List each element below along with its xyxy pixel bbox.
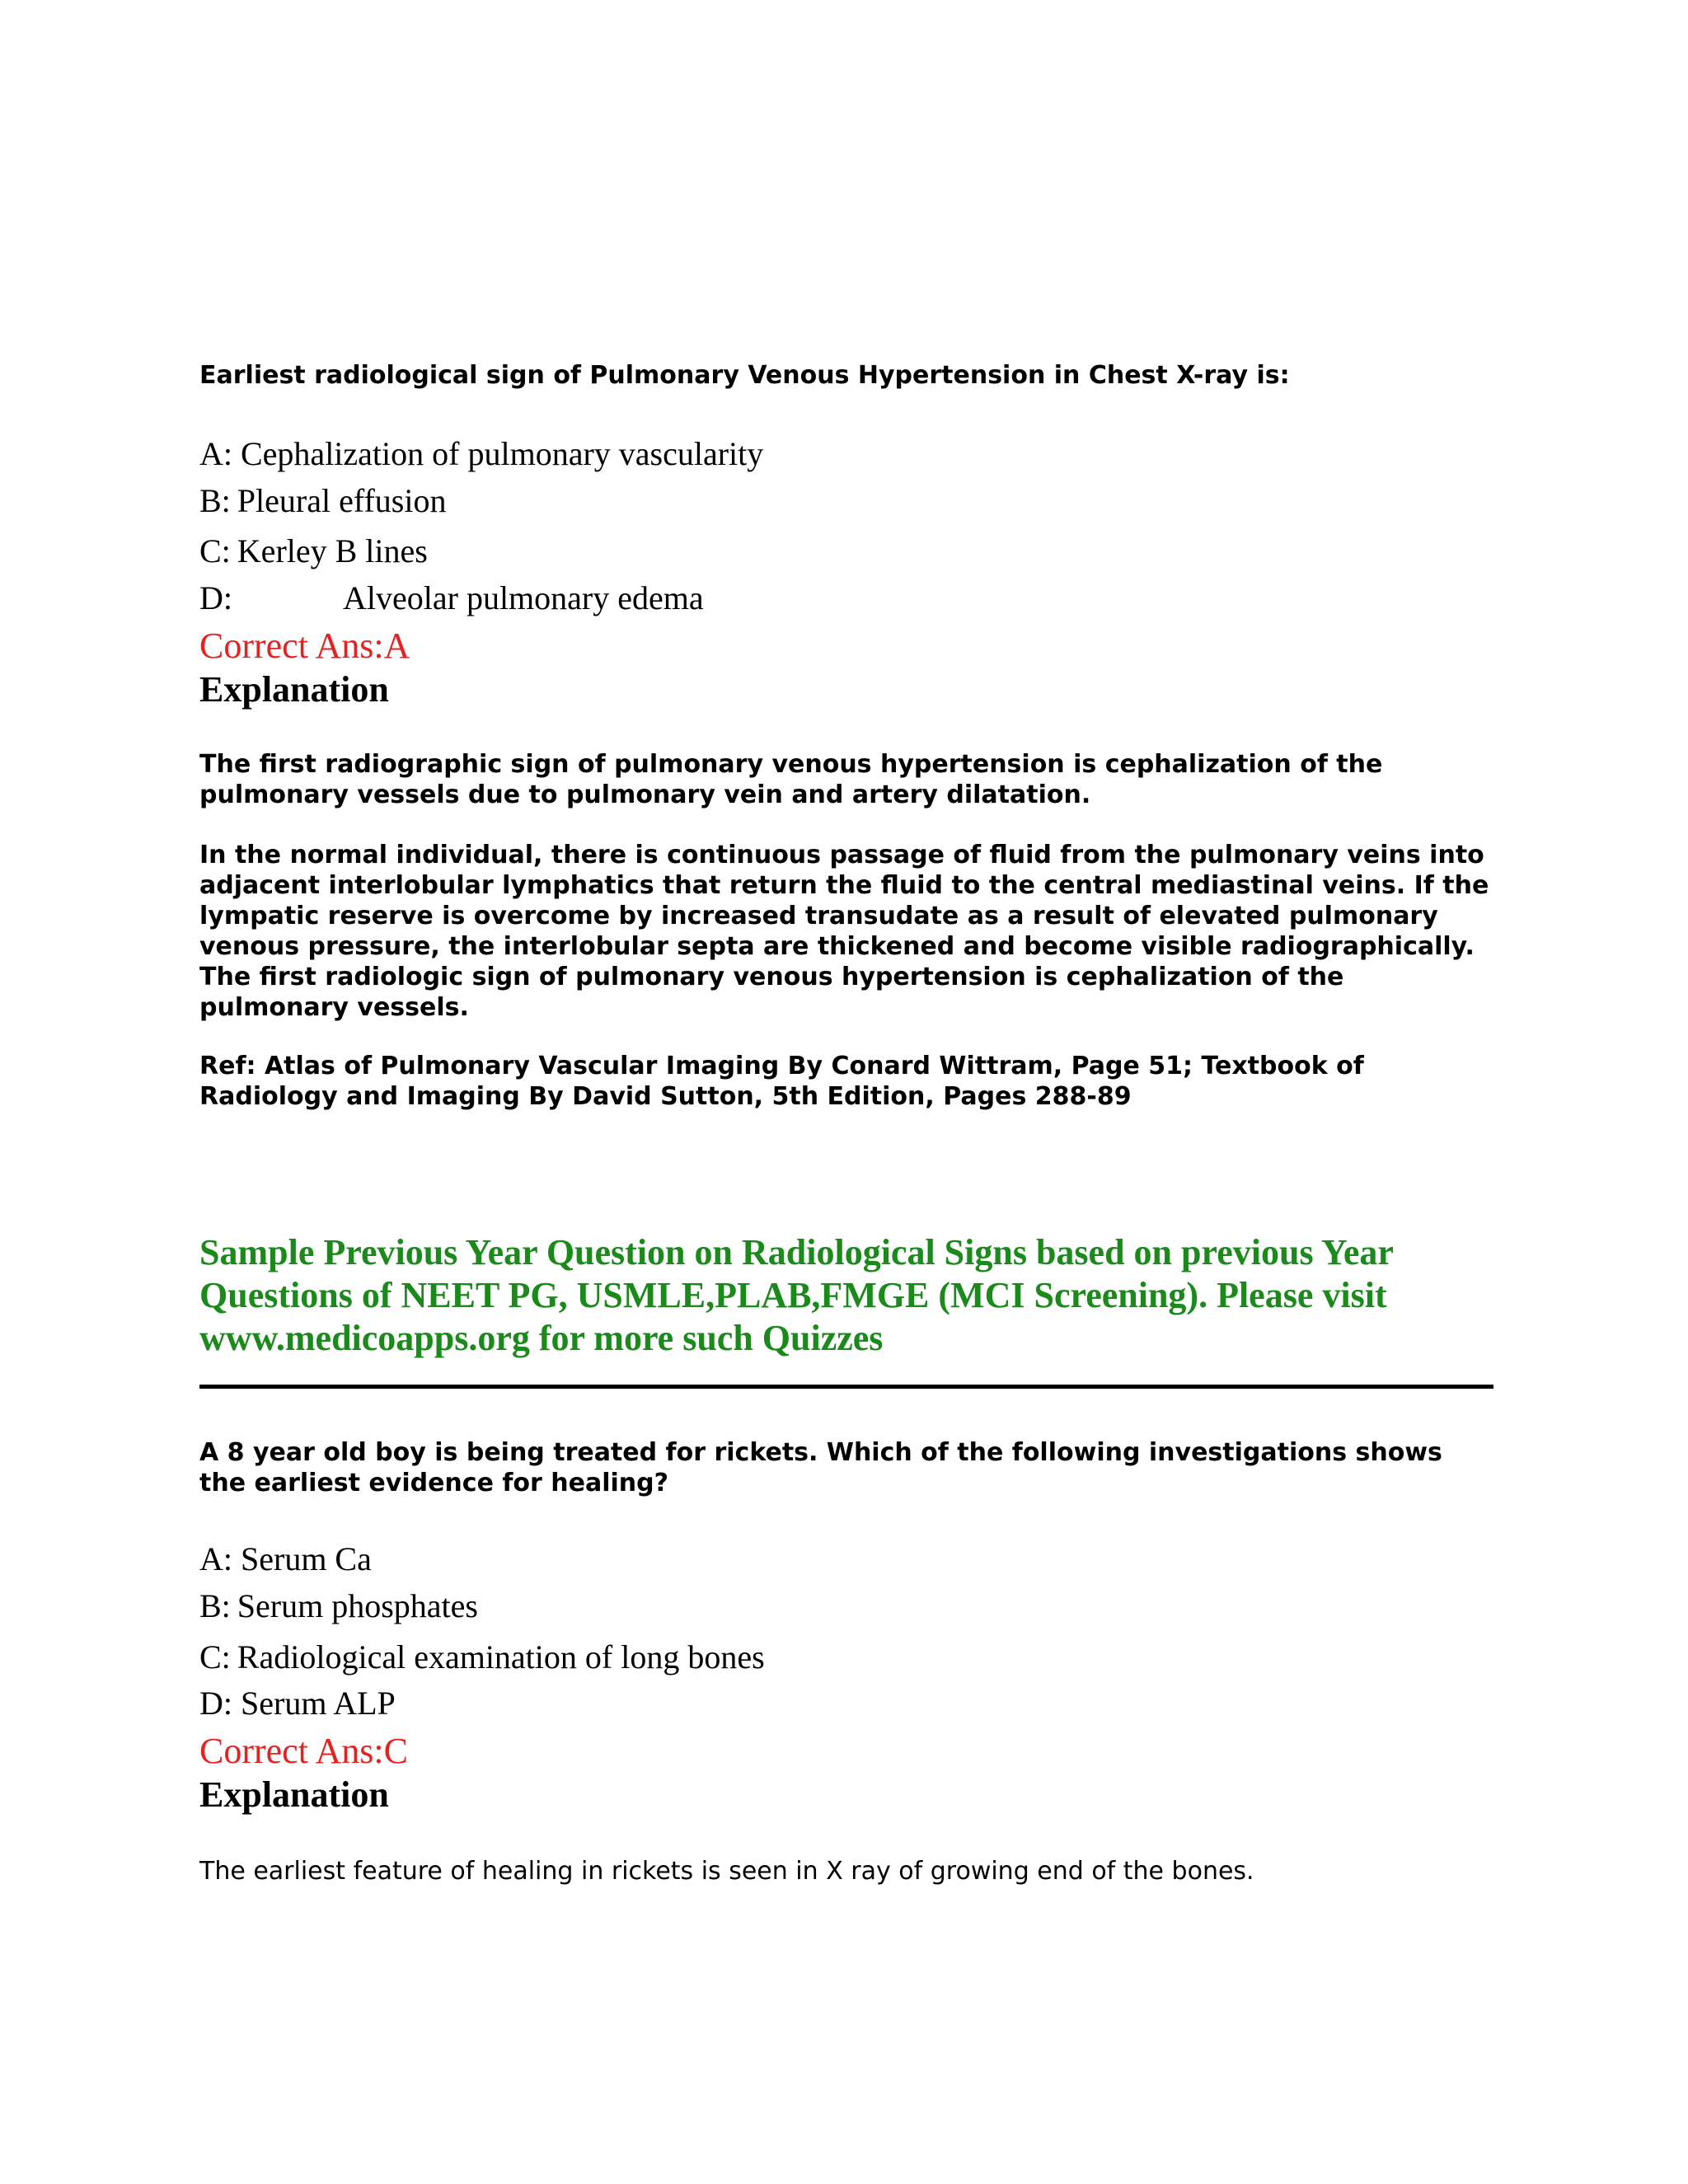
question-2-option-b [199,1586,478,1626]
option-letter: B: [199,482,231,519]
question-2-option-d [199,1684,396,1723]
question-2-correct-answer: Correct Ans:C [199,1731,408,1771]
section-divider [199,1385,1493,1389]
option-text: Serum Ca [241,1540,372,1577]
question-1-reference: Ref: Atlas of Pulmonary Vascular Imaging By Conard Wittram, Page 51; Textbook of Radiology and Imaging By David Sutton, 5th Edition, Pages 288-89 [199,1052,1364,1111]
question-2-explanation-heading: Explanation [199,1774,389,1815]
option-text: Serum phosphates [237,1587,478,1624]
question-1-option-b [199,481,446,521]
promo-text: Sample Previous Year Question on Radiological Signs based on previous Year Questions of NEET PG, USMLE,PLAB,FMGE (MCI Screening). Please visit www.medicoapps.org for more such Quizzes [199,1232,1394,1358]
option-letter: C: [199,532,231,569]
question-1-option-d [199,579,704,618]
option-letter: A: [199,1540,232,1577]
option-letter: C: [199,1638,231,1675]
question-2-title: A 8 year old boy is being treated for rickets. Which of the following investigations shows the earliest evidence for healing? [199,1438,1442,1497]
question-2-explanation-paragraph-1: The earliest feature of healing in rickets is seen in X ray of growing end of the bones. [199,1857,1254,1886]
option-text: Alveolar pulmonary edema [343,579,704,616]
option-text: Kerley B lines [237,532,428,569]
question-1-correct-answer: Correct Ans:A [199,626,410,666]
question-1-explanation-heading: Explanation [199,669,389,710]
option-letter: B: [199,1587,231,1624]
option-text: Cephalization of pulmonary vascularity [241,435,764,472]
question-2-option-c [199,1638,765,1677]
question-1-option-c [199,532,428,571]
option-letter: D: [199,579,232,616]
option-text: Radiological examination of long bones [237,1638,765,1675]
question-2-option-a [199,1540,372,1579]
option-text: Pleural effusion [237,482,447,519]
option-letter: A: [199,435,232,472]
question-1-explanation-paragraph-2: In the normal individual, there is continuous passage of fluid from the pulmonary veins into adjacent interlobular lymphatics that return the fluid to the central mediastinal veins. If the lympatic reserve is overcome by increased transudate as a result of elevated pulmonary venous pressure, the interlobular septa are thickened and become visible radiographically. The first radiologic sign of pulmonary venous hypertension is cephalization of the pulmonary vessels. [199,841,1489,1022]
question-1-title: Earliest radiological sign of Pulmonary Venous Hypertension in Chest X-ray is: [199,361,1290,390]
question-1-option-a [199,434,763,474]
option-letter: D: [199,1685,232,1722]
option-text: Serum ALP [241,1685,396,1722]
question-1-explanation-paragraph-1: The first radiographic sign of pulmonary venous hypertension is cephalization of the pulmonary vessels due to pulmonary vein and artery dilatation. [199,750,1383,809]
